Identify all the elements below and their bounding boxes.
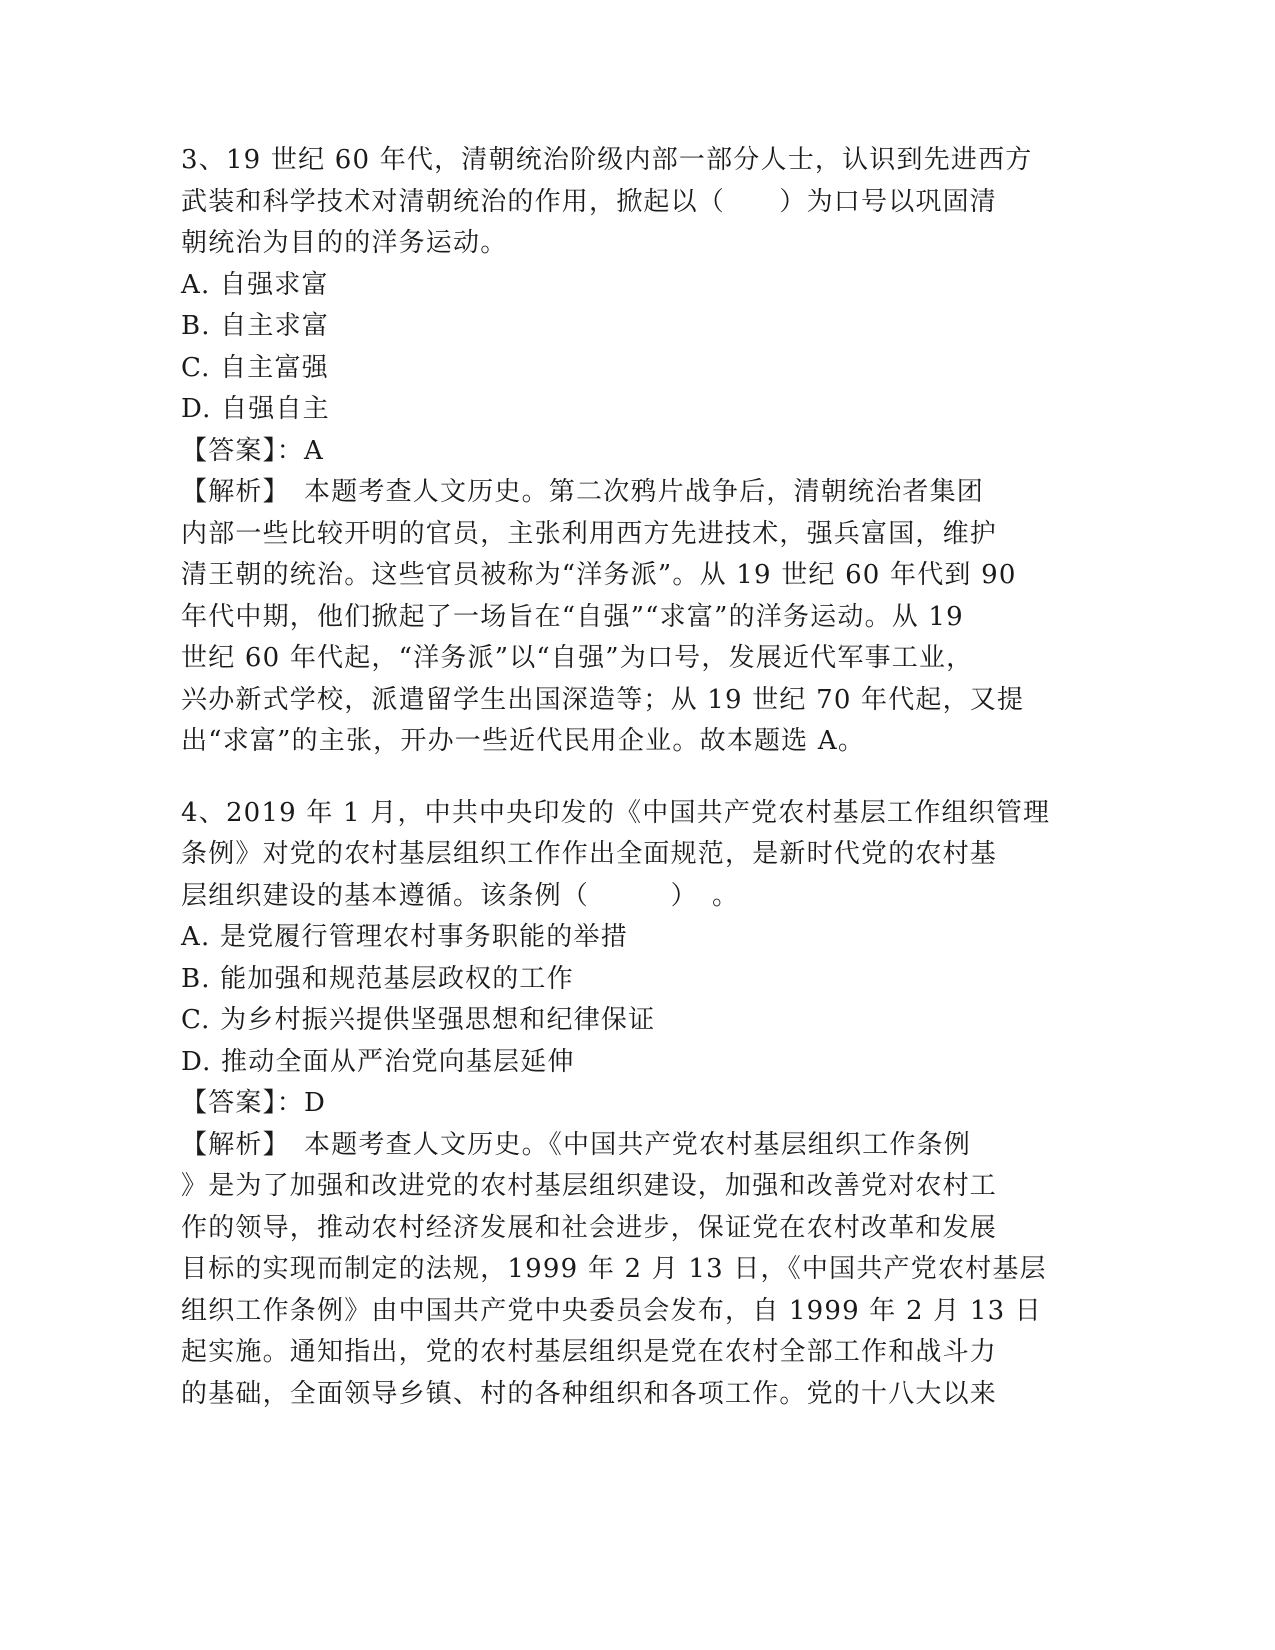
- analysis-line: 内部一些比较开明的官员，主张利用西方先进技术，强兵富国，维护: [181, 518, 998, 549]
- analysis-line: 出“求富”的主张，开办一些近代民用企业。故本题选 A。: [181, 726, 866, 756]
- option-a: A. 是党履行管理农村事务职能的举措: [181, 922, 628, 952]
- answer-line: 【答案】：A: [181, 435, 324, 466]
- question-3: [181, 140, 1051, 763]
- stem-line: 武装和科学技术对清朝统治的作用，掀起以（ ）为口号以巩固清: [181, 186, 998, 217]
- option-c: C. 自主富强: [181, 352, 329, 383]
- stem-line: 4、2019 年 1 月，中共中央印发的《中国共产党农村基层工作组织管理: [181, 797, 1051, 828]
- option-a: A. 自强求富: [181, 269, 329, 300]
- option-list: [181, 917, 1051, 1083]
- analysis-line: 清王朝的统治。这些官员被称为“洋务派”。从 19 世纪 60 年代到 90: [181, 560, 1017, 590]
- question-stem: [181, 140, 1051, 265]
- option-b: B. 自主求富: [181, 311, 330, 341]
- analysis-line: 兴办新式学校，派遣留学生出国深造等；从 19 世纪 70 年代起，又提: [181, 684, 1025, 715]
- analysis-line: 组织工作条例》由中国共产党中央委员会发布，自 1999 年 2 月 13 日: [181, 1295, 1042, 1326]
- analysis-line: 【解析】 本题考查人文历史。《中国共产党农村基层组织工作条例: [181, 1129, 972, 1160]
- option-list: [181, 265, 1051, 431]
- analysis-line: 的基础，全面领导乡镇、村的各种组织和各项工作。党的十八大以来: [181, 1378, 998, 1409]
- analysis-line: 作的领导，推动农村经济发展和社会进步，保证党在农村改革和发展: [181, 1212, 998, 1243]
- stem-line: 条例》对党的农村基层组织工作作出全面规范，是新时代党的农村基: [181, 839, 998, 869]
- analysis-line: 》是为了加强和改进党的农村基层组织建设，加强和改善党对农村工: [181, 1171, 998, 1201]
- option-d: D. 推动全面从严治党向基层延伸: [181, 1046, 575, 1077]
- analysis-block: [181, 472, 1051, 763]
- analysis-line: 目标的实现而制定的法规，1999 年 2 月 13 日，《中国共产党农村基层: [181, 1254, 1047, 1284]
- document-content: [181, 140, 1051, 1415]
- answer-line: 【答案】：D: [181, 1088, 327, 1118]
- analysis-line: 世纪 60 年代起，“洋务派”以“自强”为口号，发展近代军事工业，: [181, 643, 974, 673]
- analysis-line: 【解析】 本题考查人文历史。第二次鸦片战争后，清朝统治者集团: [181, 477, 985, 507]
- stem-line: 朝统治为目的的洋务运动。: [181, 228, 508, 258]
- option-d: D. 自强自主: [181, 394, 330, 424]
- analysis-block: [181, 1125, 1051, 1416]
- stem-line: 3、19 世纪 60 年代，清朝统治阶级内部一部分人士，认识到先进西方: [181, 145, 1033, 175]
- analysis-line: 年代中期，他们掀起了一场旨在“自强”“求富”的洋务运动。从 19: [181, 601, 964, 632]
- option-c: C. 为乡村振兴提供坚强思想和纪律保证: [181, 1005, 656, 1035]
- question-stem: [181, 793, 1051, 918]
- stem-line: 层组织建设的基本遵循。该条例（ ） 。: [181, 880, 740, 911]
- analysis-line: 起实施。通知指出，党的农村基层组织是党在农村全部工作和战斗力: [181, 1337, 998, 1367]
- option-b: B. 能加强和规范基层政权的工作: [181, 963, 574, 994]
- question-4: [181, 793, 1051, 1416]
